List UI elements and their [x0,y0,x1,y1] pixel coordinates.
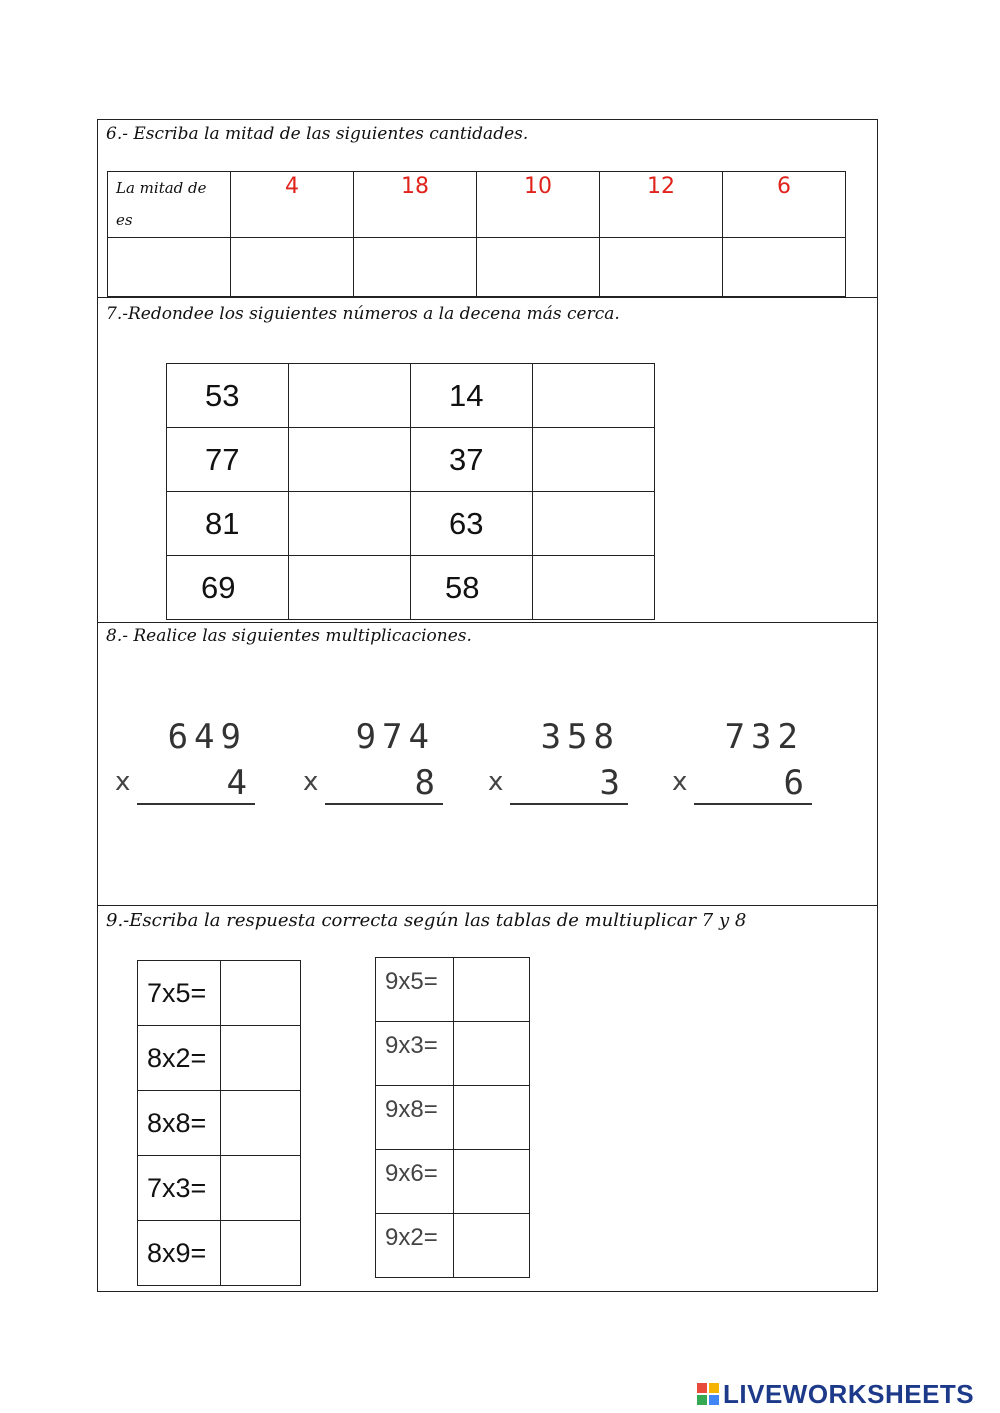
multiplicand: 974 [355,717,435,757]
question: 8x2= [147,1042,207,1073]
question: 7x3= [147,1172,207,1203]
half-value: 4 [285,174,299,199]
multiplicand: 649 [167,717,247,757]
times-symbol: x [115,767,131,797]
result-line [325,803,443,805]
question-cell [376,1214,454,1278]
question-cell [376,1150,454,1214]
question-cell [376,958,454,1022]
multiplication-problem [115,715,255,810]
answer-blank[interactable] [454,1086,530,1150]
result-line [694,803,812,805]
half-value-cell [723,172,846,238]
question: 9x8= [385,1096,438,1123]
answer-blank[interactable] [533,428,655,492]
half-label-cell [108,172,231,238]
answer-blank[interactable] [289,428,411,492]
half-value: 12 [647,174,675,199]
answer-blank[interactable] [477,238,600,297]
number-cell [167,556,289,620]
times-table-right [375,957,530,1278]
multiplication-problem [303,715,443,810]
question-cell [138,1091,221,1156]
half-value-cell [600,172,723,238]
logo-mark-icon [697,1383,719,1405]
answer-blank[interactable] [533,364,655,428]
answer-blank[interactable] [454,1022,530,1086]
number-cell [411,364,533,428]
times-symbol: x [303,767,319,797]
half-values-table [107,171,846,297]
number: 58 [445,569,480,605]
answer-blank[interactable] [533,492,655,556]
question: 7x5= [147,977,207,1008]
section-divider [97,297,878,298]
multiplication-problem [488,715,628,810]
answer-blank[interactable] [289,492,411,556]
half-value-cell [477,172,600,238]
half-label: La mitad de es [116,179,207,229]
number: 14 [449,377,484,413]
question: 9x2= [385,1224,438,1251]
multiplier: 4 [226,763,247,803]
times-symbol: x [672,767,688,797]
answer-blank[interactable] [221,1156,301,1221]
half-value: 10 [524,174,552,199]
liveworksheets-logo [697,1378,974,1410]
answer-blank[interactable] [231,238,354,297]
answer-blank[interactable] [723,238,846,297]
half-value-cell [354,172,477,238]
answer-blank [108,238,231,297]
answer-blank[interactable] [600,238,723,297]
number-cell [411,428,533,492]
section-divider [97,905,878,906]
question-cell [138,1026,221,1091]
number: 53 [205,377,240,413]
number-cell [411,492,533,556]
multiplicand: 732 [724,717,804,757]
answer-blank[interactable] [533,556,655,620]
section-divider [97,622,878,623]
section-8-heading: 8.- Realice las siguientes multiplicaciones. [106,626,472,646]
answer-blank[interactable] [221,1026,301,1091]
number: 37 [449,441,484,477]
number-cell [167,492,289,556]
number: 81 [205,505,240,541]
answer-blank[interactable] [354,238,477,297]
question: 9x6= [385,1160,438,1187]
section-6-heading: 6.- Escriba la mitad de las siguientes cantidades. [106,124,529,144]
multiplier: 6 [783,763,804,803]
half-value: 6 [777,174,791,199]
answer-blank[interactable] [221,1221,301,1286]
question-cell [138,961,221,1026]
half-value: 18 [401,174,429,199]
answer-blank[interactable] [221,1091,301,1156]
question-cell [138,1221,221,1286]
section-7-heading: 7.-Redondee los siguientes números a la decena más cerca. [106,304,620,324]
answer-blank[interactable] [289,364,411,428]
number: 63 [449,505,484,541]
number-cell [411,556,533,620]
multiplier: 8 [414,763,435,803]
section-9-heading: 9.-Escriba la respuesta correcta según las tablas de multiuplicar 7 y 8 [106,910,747,931]
logo-text: LIVEWORKSHEETS [723,1378,975,1409]
multiplier: 3 [599,763,620,803]
result-line [510,803,628,805]
half-value-cell [231,172,354,238]
question: 9x5= [385,968,438,995]
question: 9x3= [385,1032,438,1059]
question: 8x8= [147,1107,207,1138]
question: 8x9= [147,1237,207,1268]
answer-blank[interactable] [454,1214,530,1278]
times-table-left [137,960,301,1286]
number-cell [167,428,289,492]
rounding-table [166,363,655,620]
question-cell [376,1086,454,1150]
question-cell [376,1022,454,1086]
multiplicand: 358 [540,717,620,757]
number-cell [167,364,289,428]
multiplication-problem [672,715,812,810]
answer-blank[interactable] [454,958,530,1022]
answer-blank[interactable] [289,556,411,620]
times-symbol: x [488,767,504,797]
result-line [137,803,255,805]
answer-blank[interactable] [454,1150,530,1214]
number: 69 [201,569,236,605]
number: 77 [205,441,240,477]
question-cell [138,1156,221,1221]
answer-blank[interactable] [221,961,301,1026]
